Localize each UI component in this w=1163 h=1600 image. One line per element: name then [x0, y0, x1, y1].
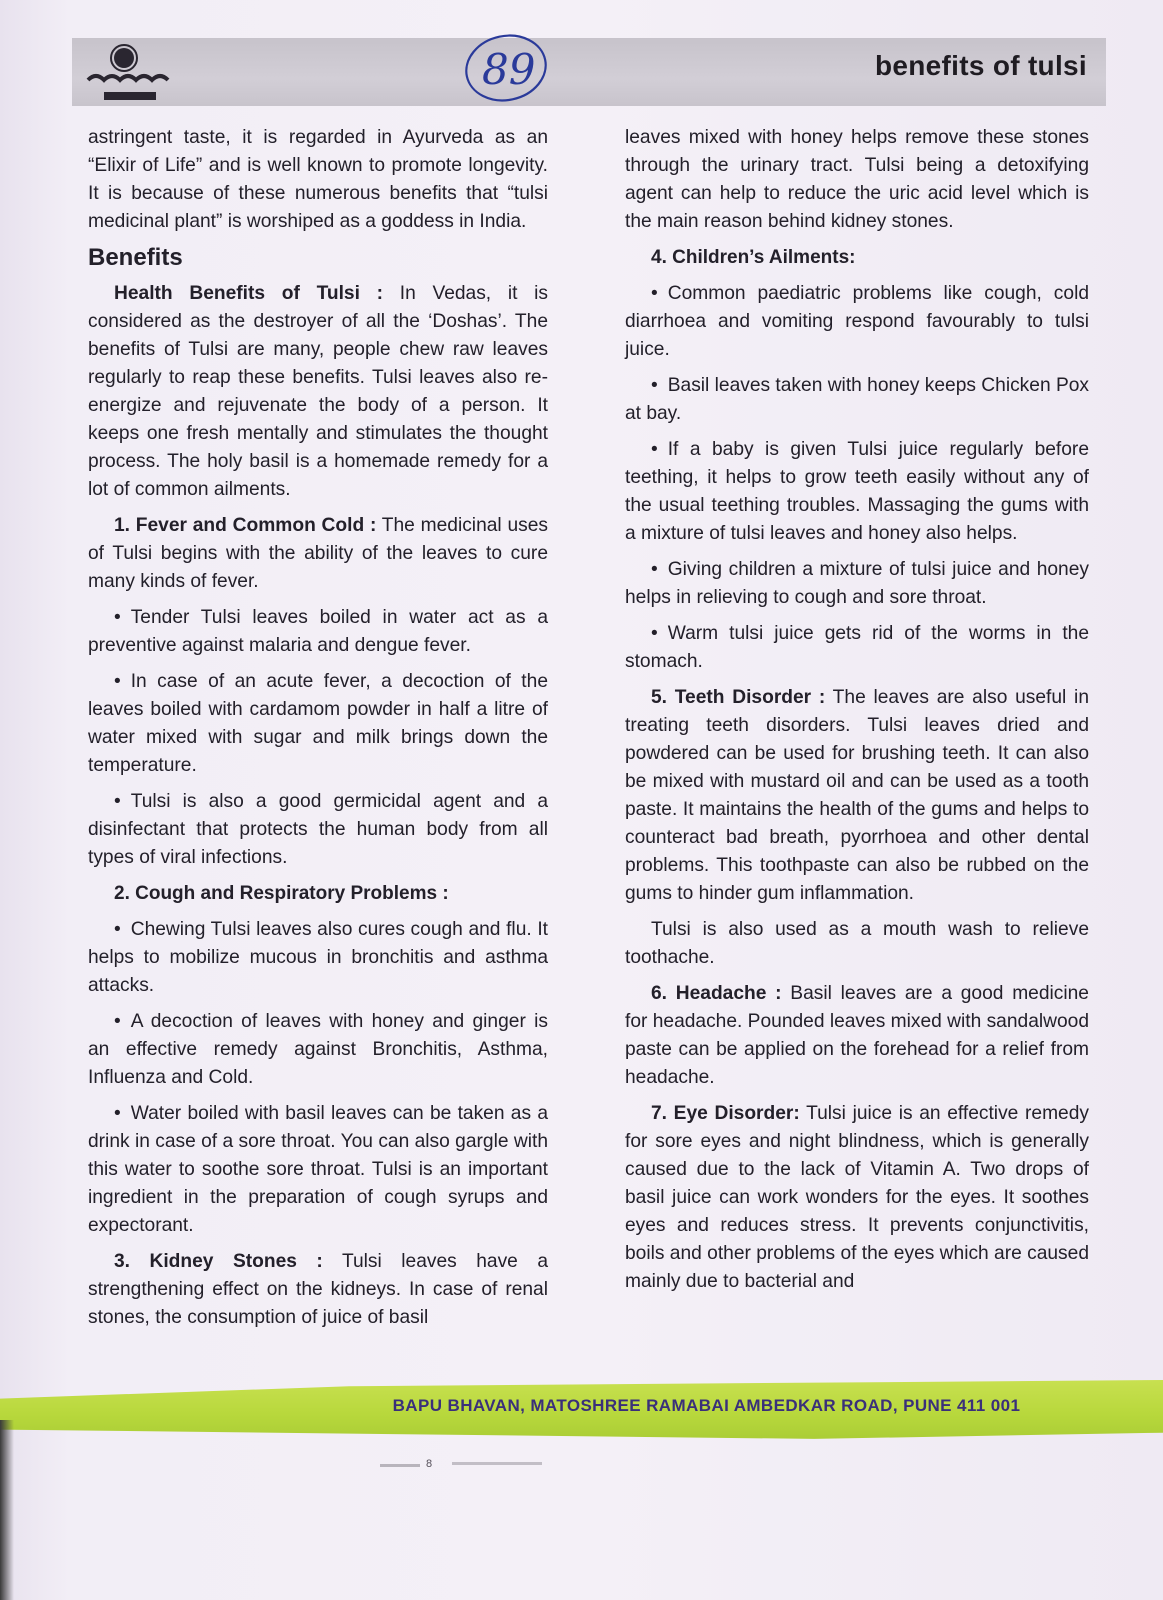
- children-bullet: • If a baby is given Tulsi juice regularly before teething, it helps to grow teeth easily without any of the usual teething troubles. Massaging the gums with a mixture of tulsi leaves and honey also helps.: [625, 436, 1089, 548]
- fever-paragraph: [88, 512, 548, 596]
- eye-text: Tulsi juice is an effective remedy for sore eyes and night blindness, which is generally caused due to the lack of Vitamin A. Two drops of basil juice can work wonders for the eyes. It soothes eyes and reduces stress. It prevents conjunctivitis, boils and other problems of the eyes which are caused mainly due to bacterial and: [625, 1103, 1089, 1292]
- headache-lead: 6. Headache :: [651, 983, 782, 1004]
- children-bullet: • Giving children a mixture of tulsi juice and honey helps in relieving to cough and sore throat.: [625, 556, 1089, 612]
- kidney-paragraph: [88, 1248, 548, 1332]
- teeth-lead: 5. Teeth Disorder :: [651, 687, 826, 708]
- fever-lead: 1. Fever and Common Cold :: [114, 515, 377, 536]
- kidney-continued-paragraph: leaves mixed with honey helps remove these stones through the urinary tract. Tulsi being a detoxifying agent can help to reduce the uric acid level which is the main reason behind kidney stones.: [625, 127, 1089, 232]
- right-column: [625, 124, 1089, 1304]
- cough-bullet: • Chewing Tulsi leaves also cures cough and flu. It helps to mobilize mucous in bronchitis and asthma attacks.: [88, 916, 548, 1000]
- svg-text:89: 89: [482, 45, 536, 94]
- eye-paragraph: [625, 1100, 1089, 1296]
- fever-bullet: • Tender Tulsi leaves boiled in water act as a preventive against malaria and dengue fever.: [88, 604, 548, 660]
- fever-bullet: • In case of an acute fever, a decoction of the leaves boiled with cardamom powder in half a litre of water mixed with sugar and milk brings down the temperature.: [88, 668, 548, 780]
- health-benefits-lead: Health Benefits of Tulsi :: [114, 283, 384, 304]
- footer-divider: [380, 1464, 420, 1467]
- children-bullet: • Basil leaves taken with honey keeps Chicken Pox at bay.: [625, 372, 1089, 428]
- health-benefits-paragraph: [88, 280, 548, 504]
- intro-paragraph: astringent taste, it is regarded in Ayurveda as an “Elixir of Life” and is well known to promote longevity. It is because of these numerous benefits that “tulsi medicinal plant” is worshiped as a goddess in India.: [88, 127, 548, 232]
- kidney-lead: 3. Kidney Stones :: [114, 1251, 323, 1272]
- binding-shadow: [0, 1420, 14, 1600]
- mouthwash-paragraph: Tulsi is also used as a mouth wash to relieve toothache.: [625, 919, 1089, 968]
- eye-lead: 7. Eye Disorder:: [651, 1103, 800, 1124]
- footer-address: BAPU BHAVAN, MATOSHREE RAMABAI AMBEDKAR ROAD, PUNE 411 001: [392, 1396, 1021, 1415]
- cough-bullet: • A decoction of leaves with honey and ginger is an effective remedy against Bronchitis, Asthma, Influenza and Cold.: [88, 1008, 548, 1092]
- health-benefits-text: In Vedas, it is considered as the destroyer of all the ‘Doshas’. The benefits of Tulsi are many, people chew raw leaves regularly to reap these benefits. Tulsi leaves also re-energize and rejuvenate the body of a person. It keeps one fresh mentally and stimulates the thought process. The holy basil is a homemade remedy for a lot of common ailments.: [88, 283, 548, 500]
- headache-paragraph: [625, 980, 1089, 1092]
- section-title: benefits of tulsi: [875, 50, 1087, 81]
- fever-text: The medicinal uses of Tulsi begins with the ability of the leaves to cure many kinds of fever.: [88, 515, 548, 592]
- kidney-text: Tulsi leaves have a strengthening effect on the kidneys. In case of renal stones, the consumption of juice of basil: [88, 1251, 548, 1328]
- logo-icon: [82, 42, 182, 104]
- children-bullet: • Common paediatric problems like cough, cold diarrhoea and vomiting respond favourably to tulsi juice.: [625, 280, 1089, 364]
- children-heading: 4. Children’s Ailments:: [651, 247, 856, 268]
- benefits-heading: Benefits: [88, 244, 183, 271]
- teeth-paragraph: [625, 684, 1089, 908]
- children-bullet: • Warm tulsi juice gets rid of the worms in the stomach.: [625, 620, 1089, 676]
- handwritten-page-number: [460, 26, 552, 104]
- footer-divider: [452, 1462, 542, 1465]
- left-column: [88, 124, 548, 1340]
- headache-text: Basil leaves are a good medicine for headache. Pounded leaves mixed with sandalwood paste can be applied on the forehead for a relief from headache.: [625, 983, 1090, 1088]
- cough-bullet: • Water boiled with basil leaves can be taken as a drink in case of a sore throat. You can also gargle with this water to soothe sore throat. Tulsi is an important ingredient in the preparation of cough syrups and expectorant.: [88, 1100, 548, 1240]
- page-number: 8: [426, 1458, 433, 1470]
- fever-bullet: • Tulsi is also a good germicidal agent and a disinfectant that protects the human body from all types of viral infections.: [88, 788, 548, 872]
- teeth-text: The leaves are also useful in treating teeth disorders. Tulsi leaves dried and powdered can be used for brushing teeth. It can also be mixed with mustard oil and can be used as a tooth paste. It maintains the health of the gums and helps to counteract bad breath, pyorrhoea and other dental problems. This toothpaste can also be rubbed on the gums to hinder gum inflammation.: [625, 687, 1089, 904]
- cough-heading: 2. Cough and Respiratory Problems :: [114, 883, 449, 904]
